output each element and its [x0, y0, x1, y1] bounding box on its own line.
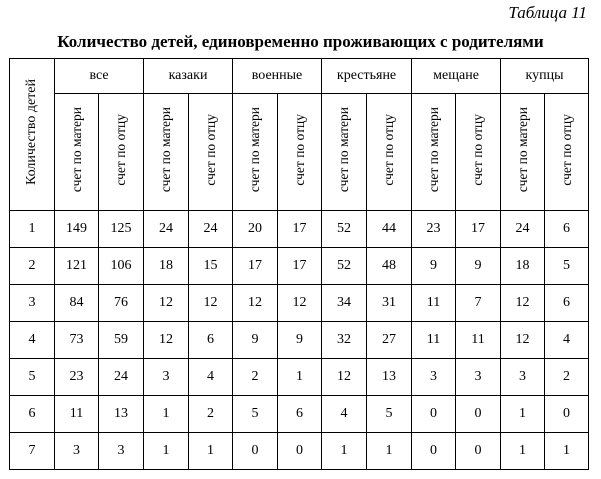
table-cell: 24	[99, 359, 144, 396]
children-count-table	[9, 58, 589, 470]
subheader-cell	[501, 94, 545, 211]
table-cell: 12	[189, 285, 233, 322]
table-cell: 3	[456, 359, 501, 396]
table-cell: 1	[545, 433, 589, 470]
table-cell: 4	[545, 322, 589, 359]
subheader-cell	[144, 94, 189, 211]
table-cell: 9	[278, 322, 322, 359]
subheader-cell	[55, 94, 99, 211]
table-cell: 24	[501, 211, 545, 248]
subheader-father: счет по отцу	[113, 113, 128, 186]
table-cell: 13	[367, 359, 412, 396]
table-cell: 12	[233, 285, 278, 322]
subheader-cell	[322, 94, 367, 211]
table-cell: 5	[545, 248, 589, 285]
table-cell: 121	[55, 248, 99, 285]
table-cell: 12	[278, 285, 322, 322]
group-header-military: военные	[233, 59, 322, 94]
subheader-father: счет по отцу	[291, 113, 307, 186]
table-cell: 17	[233, 248, 278, 285]
row-label-cell: 6	[10, 396, 55, 433]
table-cell: 6	[189, 322, 233, 359]
table-cell: 6	[278, 396, 322, 433]
table-row	[10, 211, 589, 248]
table-cell: 12	[144, 285, 189, 322]
table-cell: 3	[501, 359, 545, 396]
subheader-cell	[367, 94, 412, 211]
subheader-cell	[412, 94, 456, 211]
table-cell: 106	[99, 248, 144, 285]
table-cell: 59	[99, 322, 144, 359]
table-cell: 3	[99, 433, 144, 470]
table-number-label: Таблица 11	[508, 3, 587, 22]
table-cell: 9	[456, 248, 501, 285]
table-row	[10, 359, 589, 396]
table-cell: 125	[99, 211, 144, 248]
table-cell: 12	[501, 285, 545, 322]
table-cell: 12	[501, 322, 545, 359]
group-header-cossacks: казаки	[144, 59, 233, 94]
table-cell: 1	[278, 359, 322, 396]
table-cell: 1	[501, 433, 545, 470]
table-cell: 3	[144, 359, 189, 396]
table-cell: 17	[278, 211, 322, 248]
row-label-cell: 5	[10, 359, 55, 396]
table-cell: 5	[367, 396, 412, 433]
table-cell: 2	[233, 359, 278, 396]
table-cell: 3	[412, 359, 456, 396]
table-cell: 0	[412, 396, 456, 433]
table-cell: 0	[545, 396, 589, 433]
row-label-cell: 2	[10, 248, 55, 285]
subheader-mother: счет по матери	[336, 106, 352, 193]
table-cell: 6	[545, 285, 589, 322]
table-cell: 31	[367, 285, 412, 322]
subheader-father: счет по отцу	[470, 113, 486, 186]
table-row	[10, 433, 589, 470]
subheader-mother: счет по матери	[158, 106, 174, 193]
table-row	[10, 396, 589, 433]
subheader-mother: счет по матери	[247, 106, 263, 193]
subheader-mother: счет по матери	[425, 106, 441, 193]
table-cell: 17	[456, 211, 501, 248]
group-header-merchants: купцы	[501, 59, 589, 94]
subheader-father: счет по отцу	[558, 113, 574, 186]
table-cell: 32	[322, 322, 367, 359]
table-cell: 52	[322, 211, 367, 248]
table-cell: 11	[55, 396, 99, 433]
table-cell: 23	[412, 211, 456, 248]
group-header-peasants: крестьяне	[322, 59, 412, 94]
row-label-cell: 4	[10, 322, 55, 359]
subheader-row	[10, 94, 589, 211]
table-cell: 17	[278, 248, 322, 285]
table-cell: 9	[412, 248, 456, 285]
table-cell: 0	[412, 433, 456, 470]
table-cell: 20	[233, 211, 278, 248]
subheader-cell	[278, 94, 322, 211]
subheader-cell	[545, 94, 589, 211]
group-header-row	[10, 59, 589, 94]
subheader-cell	[189, 94, 233, 211]
table-cell: 149	[55, 211, 99, 248]
table-cell: 0	[456, 433, 501, 470]
subheader-mother: счет по матери	[514, 106, 530, 193]
table-cell: 9	[233, 322, 278, 359]
table-cell: 1	[367, 433, 412, 470]
group-header-townsmen: мещане	[412, 59, 501, 94]
table-cell: 24	[189, 211, 233, 248]
table-cell: 11	[412, 285, 456, 322]
table-cell: 4	[322, 396, 367, 433]
table-cell: 0	[278, 433, 322, 470]
table-title: Количество детей, единовременно проживающих с родителями	[57, 32, 544, 51]
row-label-cell: 7	[10, 433, 55, 470]
table-cell: 2	[545, 359, 589, 396]
table-cell: 7	[456, 285, 501, 322]
table-cell: 0	[233, 433, 278, 470]
table-cell: 1	[322, 433, 367, 470]
row-label-cell: 1	[10, 211, 55, 248]
row-header-cell	[10, 59, 55, 211]
row-label-cell: 3	[10, 285, 55, 322]
row-header-label: Количество детей	[24, 78, 39, 186]
table-cell: 84	[55, 285, 99, 322]
subheader-mother: счет по матери	[68, 106, 84, 193]
group-header-all: все	[55, 59, 144, 94]
subheader-cell	[233, 94, 278, 211]
table-row	[10, 285, 589, 322]
table-cell: 34	[322, 285, 367, 322]
table-cell: 23	[55, 359, 99, 396]
table-cell: 15	[189, 248, 233, 285]
table-cell: 1	[189, 433, 233, 470]
table-row	[10, 248, 589, 285]
table-cell: 44	[367, 211, 412, 248]
table-row	[10, 322, 589, 359]
subheader-father: счет по отцу	[202, 113, 218, 186]
table-cell: 12	[144, 322, 189, 359]
table-cell: 18	[144, 248, 189, 285]
table-cell: 52	[322, 248, 367, 285]
table-cell: 18	[501, 248, 545, 285]
table-cell: 1	[144, 396, 189, 433]
table-cell: 5	[233, 396, 278, 433]
table-cell: 11	[456, 322, 501, 359]
table-cell: 3	[55, 433, 99, 470]
table-cell: 12	[322, 359, 367, 396]
table-cell: 1	[501, 396, 545, 433]
subheader-cell	[99, 94, 144, 211]
table-cell: 73	[55, 322, 99, 359]
table-cell: 76	[99, 285, 144, 322]
table-body	[10, 211, 589, 470]
table-cell: 48	[367, 248, 412, 285]
subheader-cell	[456, 94, 501, 211]
table-cell: 27	[367, 322, 412, 359]
table-cell: 0	[456, 396, 501, 433]
table-cell: 11	[412, 322, 456, 359]
table-cell: 1	[144, 433, 189, 470]
table-cell: 6	[545, 211, 589, 248]
table-cell: 4	[189, 359, 233, 396]
table-cell: 24	[144, 211, 189, 248]
table-cell: 13	[99, 396, 144, 433]
table-cell: 2	[189, 396, 233, 433]
subheader-father: счет по отцу	[381, 113, 397, 186]
